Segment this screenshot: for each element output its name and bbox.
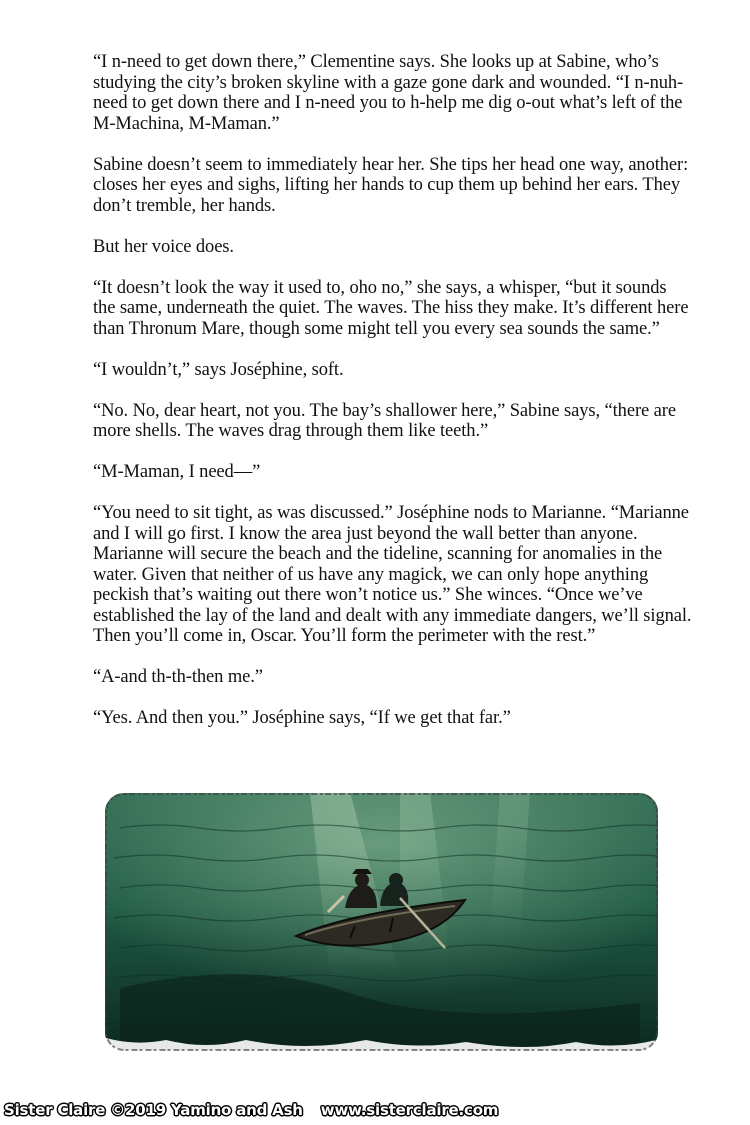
paragraph: “You need to sit tight, as was discussed.” Joséphine nods to Marianne. “Marianne and I will go first. I know the area just beyond the wall better than anyone. Marianne will secure the beach and the tideline, scanning for anomalies in the water. Given that neither of us have any magick, we can only hope anything peckish that’s waiting out there won’t notice us.” She winces. “Once we’ve established the lay of the land and dealt with any immediate dangers, we’ll signal. Then you’ll come in, Oscar. You’ll form the perimeter with the rest.” [93, 503, 692, 646]
paragraph: “I n-need to get down there,” Clementine says. She looks up at Sabine, who’s studying the city’s broken skyline with a gaze gone dark and wounded. “I n-nuh-need to get down there and I n-need you to h-help me dig o-out what’s left of the M-Machina, M-Maman.” [93, 52, 684, 134]
paragraph: But her voice does. [93, 236, 234, 257]
rowboat-illustration [100, 788, 663, 1056]
paragraph: “It doesn’t look the way it used to, oho no,” she says, a whisper, “but it sounds the same, underneath the quiet. The waves. The hiss they make. It’s different here than Thronum Mare, though some might tell you every sea sounds the same.” [93, 277, 689, 339]
footer-credits [4, 1101, 516, 1123]
website-link[interactable]: www.sisterclaire.com [320, 1101, 499, 1119]
paragraph: “M-Maman, I need—” [93, 462, 261, 482]
paragraph: Sabine doesn’t seem to immediately hear her. She tips her head one way, another: closes her eyes and sighs, lifting her hands to cup them up behind her ears. They don’t tremble, her hands. [93, 154, 689, 216]
paragraph: “Yes. And then you.” Joséphine says, “If we get that far.” [93, 708, 511, 728]
paragraph: “A-and th-th-then me.” [93, 667, 263, 687]
story-text [93, 52, 693, 749]
paragraph: “No. No, dear heart, not you. The bay’s shallower here,” Sabine says, “there are more shells. The waves drag through them like teeth.” [93, 400, 676, 441]
copyright-credit: Sister Claire ©2019 Yamino and Ash [4, 1101, 303, 1119]
paragraph: “I wouldn’t,” says Joséphine, soft. [93, 359, 344, 380]
